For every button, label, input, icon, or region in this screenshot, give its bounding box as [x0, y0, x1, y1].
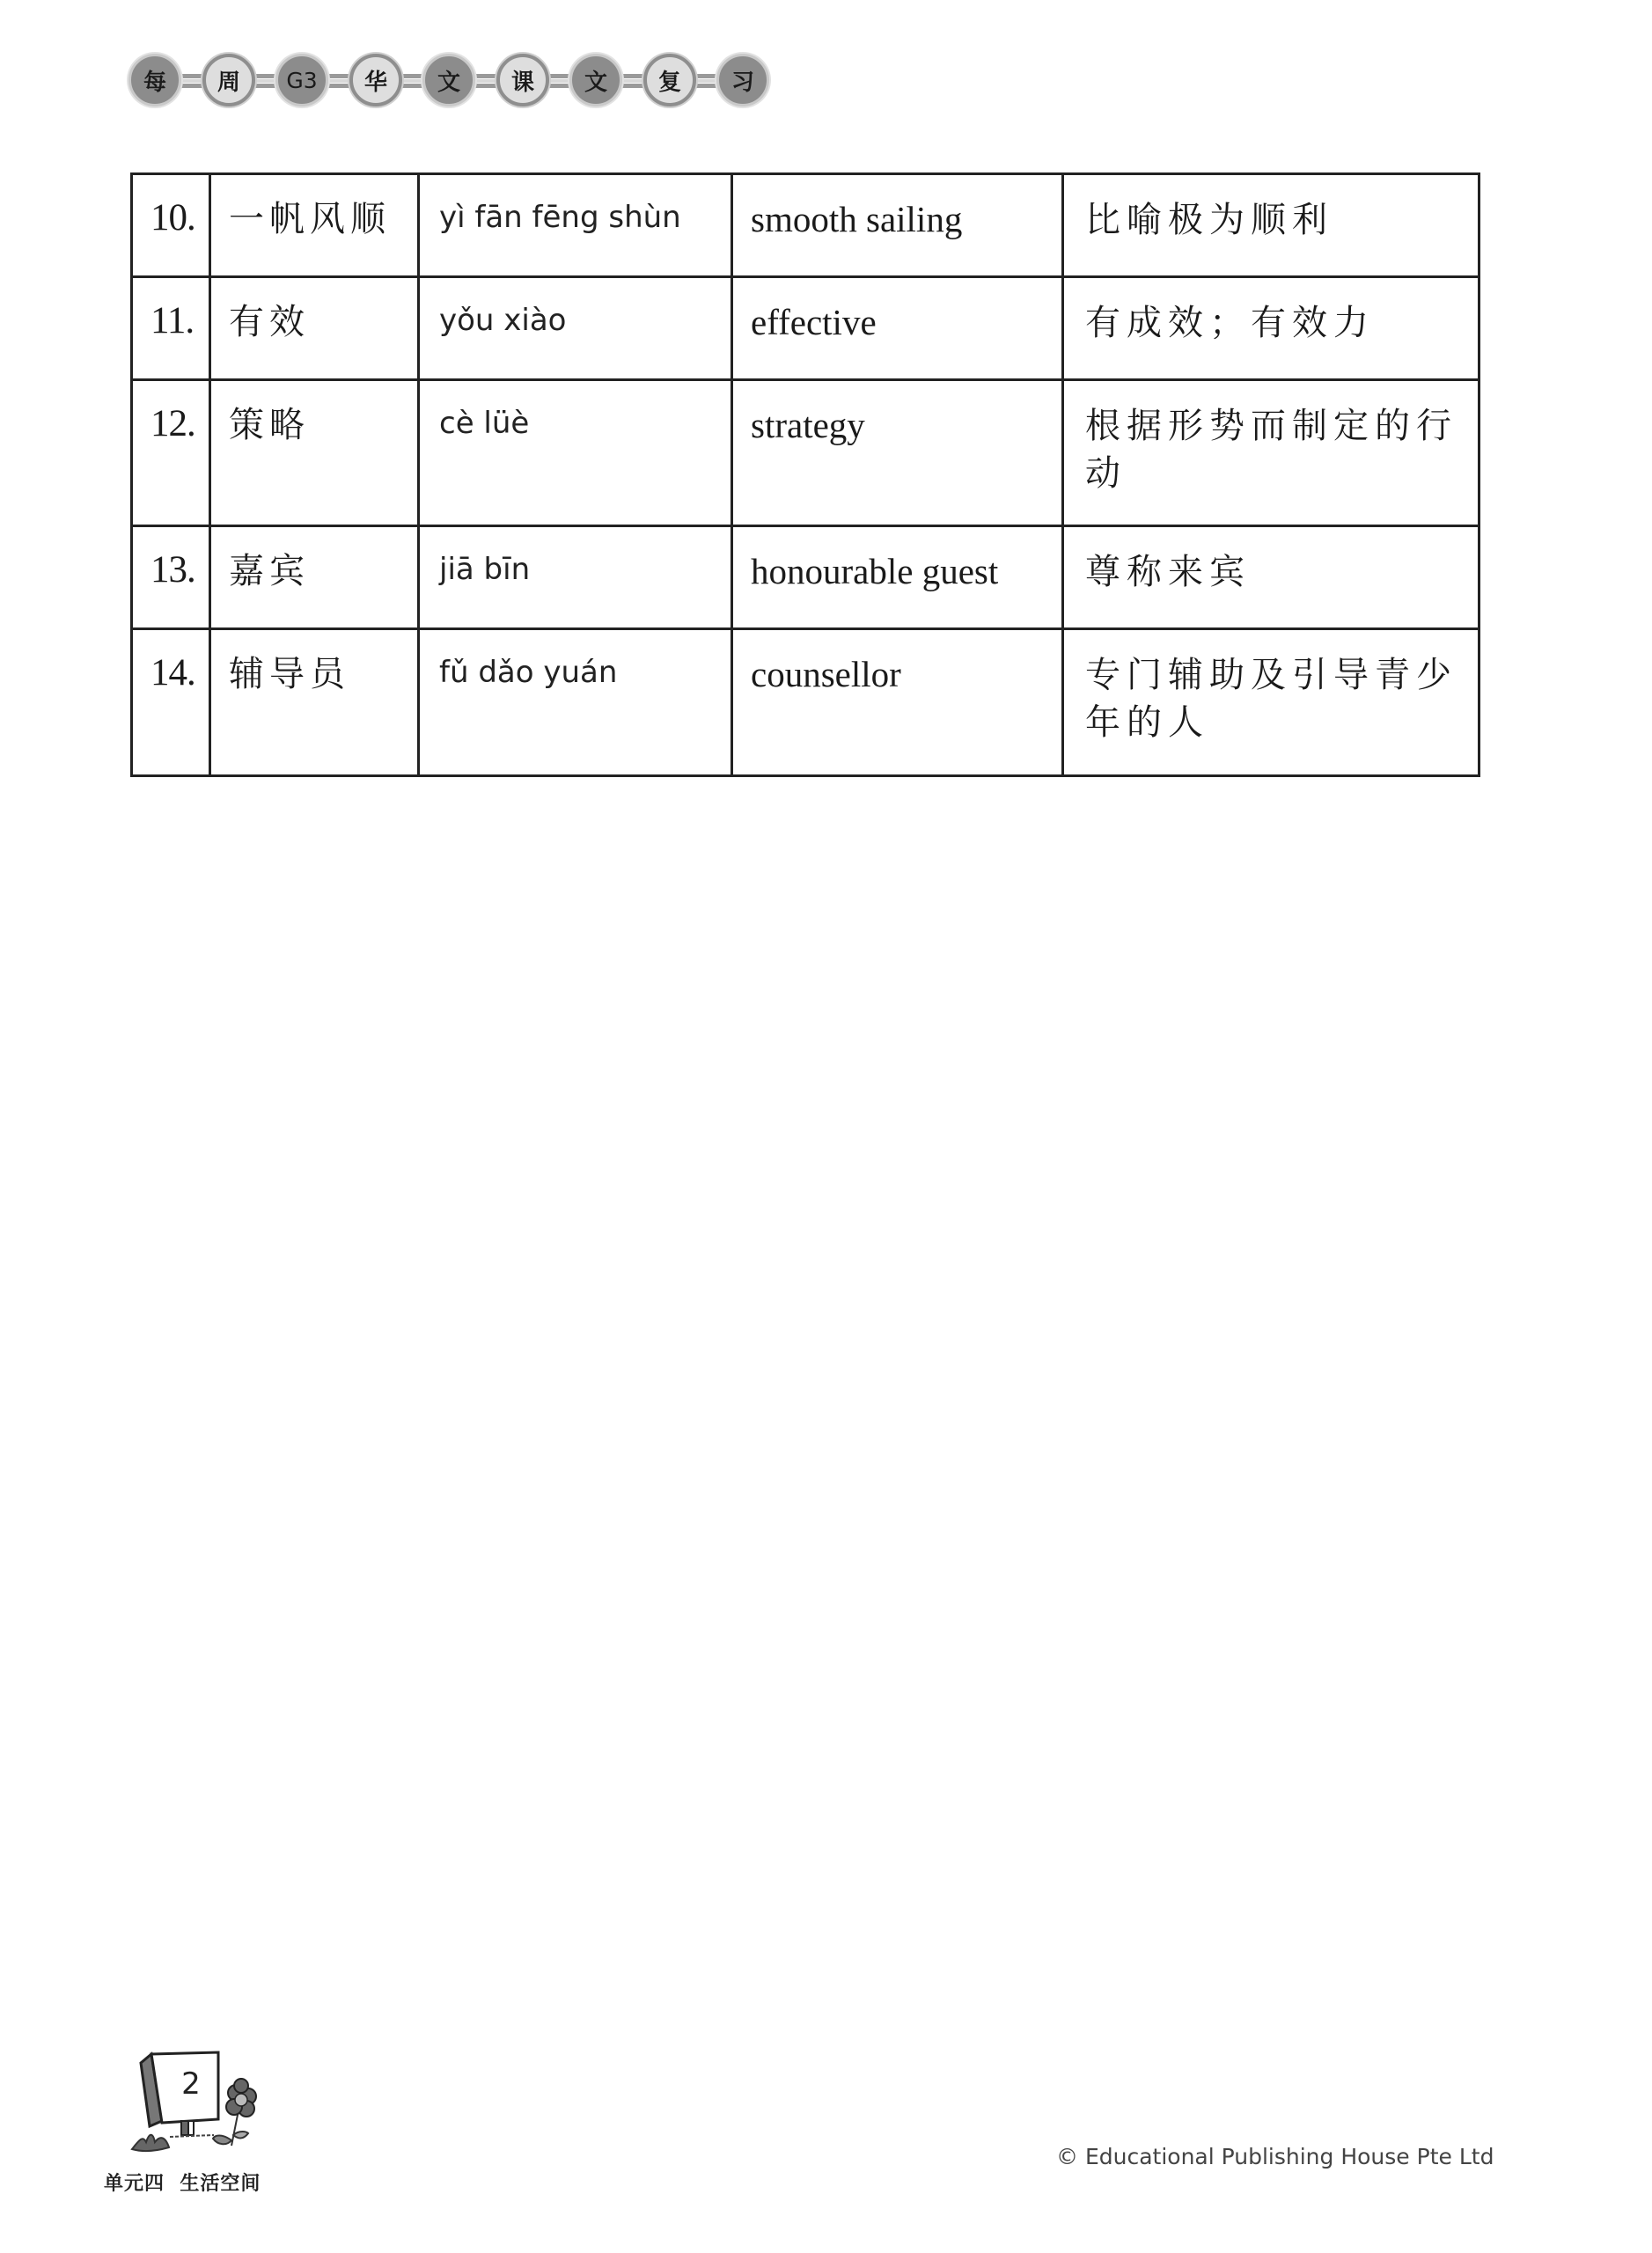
definition-cell [1063, 526, 1479, 629]
chinese-definition: 根据形势而制定的行动 [1085, 406, 1457, 494]
title-pill-7: 文 [569, 54, 622, 106]
chinese-word: 嘉宾 [229, 551, 310, 591]
table-row [132, 174, 1479, 277]
page-number-sign [130, 2051, 280, 2183]
english-translation: honourable guest [751, 551, 999, 591]
table-row [132, 526, 1479, 629]
row-number: 10. [151, 197, 195, 239]
chinese-word: 策略 [229, 405, 310, 445]
definition-cell [1063, 380, 1479, 526]
row-number: 13. [151, 549, 195, 591]
chinese-definition: 比喻极为顺利 [1085, 200, 1333, 240]
english-cell [732, 526, 1063, 629]
title-pill-6: 课 [496, 54, 549, 106]
series-title-bar [128, 52, 780, 112]
word-cell [210, 174, 419, 277]
pinyin-cell [419, 526, 732, 629]
copyright-notice: © Educational Publishing House Pte Ltd [1056, 2144, 1494, 2169]
english-cell [732, 380, 1063, 526]
pinyin-cell [419, 174, 732, 277]
word-cell [210, 526, 419, 629]
row-number-cell [132, 526, 210, 629]
pinyin: yǒu xiào [439, 303, 567, 338]
definition-cell [1063, 629, 1479, 776]
chinese-definition: 专门辅助及引导青少年的人 [1085, 655, 1457, 743]
title-pill-2: 周 [202, 54, 255, 106]
row-number-cell [132, 629, 210, 776]
english-translation: strategy [751, 405, 865, 445]
page-number: 2 [181, 2066, 201, 2102]
row-number-cell [132, 277, 210, 380]
chinese-word: 有效 [229, 302, 310, 342]
pinyin-cell [419, 380, 732, 526]
chinese-definition: 尊称来宾 [1085, 552, 1251, 592]
english-cell [732, 277, 1063, 380]
chinese-word: 一帆风顺 [229, 199, 391, 239]
chinese-definition: 有成效；有效力 [1085, 303, 1375, 343]
definition-cell [1063, 174, 1479, 277]
row-number: 12. [151, 403, 195, 444]
table-row [132, 380, 1479, 526]
row-number-cell [132, 174, 210, 277]
title-pill-3: G3 [275, 54, 328, 106]
title-pill-8: 复 [643, 54, 696, 106]
english-cell [732, 174, 1063, 277]
english-cell [732, 629, 1063, 776]
word-cell [210, 629, 419, 776]
table-row [132, 629, 1479, 776]
word-cell [210, 380, 419, 526]
unit-label: 单元四 生活空间 [104, 2173, 261, 2195]
english-translation: smooth sailing [751, 199, 963, 239]
title-pill-9: 习 [716, 54, 769, 106]
english-translation: counsellor [751, 654, 901, 694]
word-cell [210, 277, 419, 380]
row-number-cell [132, 380, 210, 526]
row-number: 11. [151, 300, 195, 341]
pinyin: jiā bīn [439, 552, 531, 587]
chinese-word: 辅导员 [229, 654, 350, 694]
pinyin-cell [419, 629, 732, 776]
vocabulary-table [130, 172, 1480, 777]
definition-cell [1063, 277, 1479, 380]
english-translation: effective [751, 302, 877, 342]
title-pill-1: 每 [128, 54, 181, 106]
title-pill-5: 文 [422, 54, 475, 106]
row-number: 14. [151, 652, 195, 694]
pinyin: cè lüè [439, 406, 530, 441]
pinyin: yì fān fēng shùn [439, 200, 681, 235]
pinyin-cell [419, 277, 732, 380]
table-row [132, 277, 1479, 380]
title-pill-4: 华 [349, 54, 402, 106]
pinyin: fǔ dǎo yuán [439, 655, 618, 690]
